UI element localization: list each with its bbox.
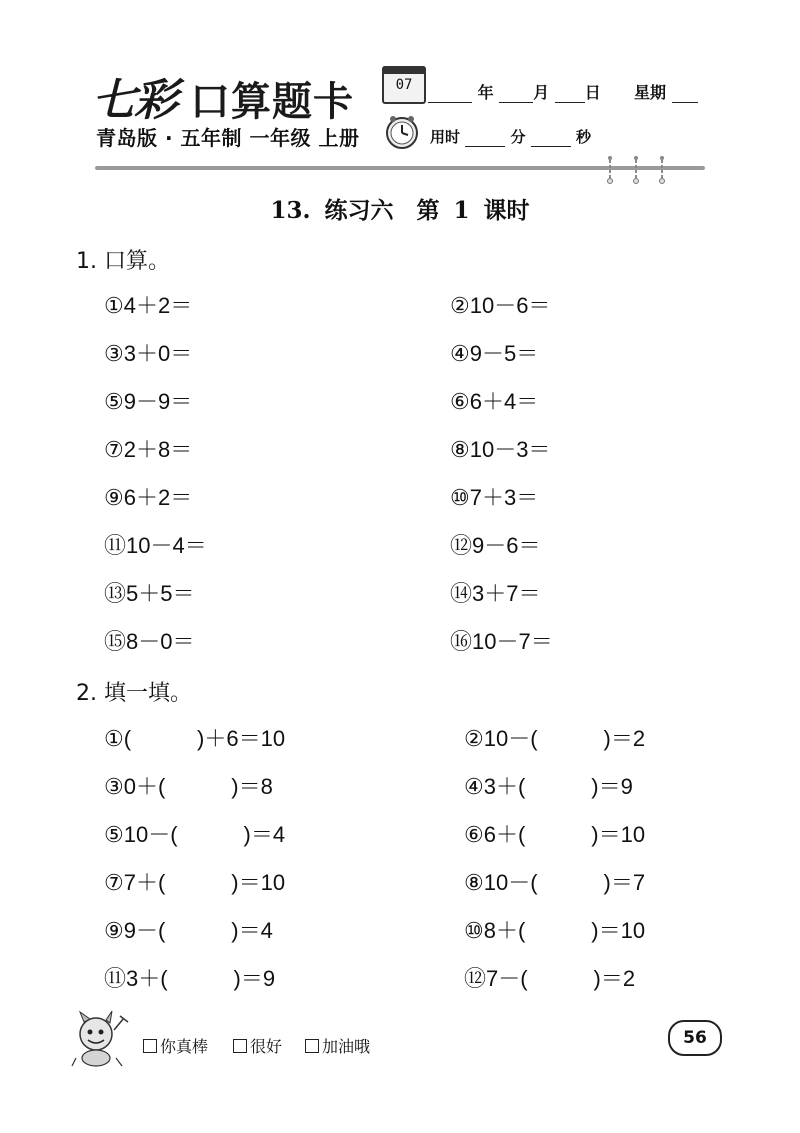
fill-item[interactable]: ③0＋( )＝8 (104, 774, 273, 799)
calc-item: ⑪10－4＝ (104, 533, 207, 558)
fill-item[interactable]: ⑧10－( )＝7 (464, 870, 646, 895)
checkbox-icon[interactable] (143, 1039, 157, 1053)
calc-item: ⑧10－3＝ (450, 437, 551, 462)
calc-item: ⑯10－7＝ (450, 629, 553, 654)
binder-pin-icon (659, 156, 665, 184)
calc-item: ⑭3＋7＝ (450, 581, 541, 606)
calc-item: ②10－6＝ (450, 293, 551, 318)
calc-item: ⑨6＋2＝ (104, 485, 193, 510)
checkbox-icon[interactable] (305, 1039, 319, 1053)
binder-pin-icon (633, 156, 639, 184)
calc-item: ⑫9－6＝ (450, 533, 541, 558)
fill-item[interactable]: ②10－( )＝2 (464, 726, 646, 751)
time-fields (430, 126, 591, 147)
day-label: 日 (584, 83, 601, 102)
fill-item[interactable]: ⑦7＋( )＝10 (104, 870, 286, 895)
lesson-title: 13. 练习六 第 1 课时 (270, 197, 530, 224)
header-divider (95, 166, 705, 170)
clock-icon (384, 114, 420, 150)
month-label: 月 (533, 83, 550, 102)
fill-item[interactable]: ⑥6＋( )＝10 (464, 822, 646, 847)
brand-logo-qicai: 七彩 (92, 75, 176, 126)
checkbox-icon[interactable] (233, 1039, 247, 1053)
brand-title: 口算题卡 (190, 79, 354, 125)
fill-item[interactable]: ⑤10－( )＝4 (104, 822, 286, 847)
edition-subtitle: 青岛版 · 五年制 一年级 上册 (96, 126, 360, 150)
eval-option-good[interactable] (233, 1034, 282, 1057)
seconds-blank[interactable] (531, 130, 571, 147)
year-blank[interactable] (428, 86, 472, 103)
eval-option-keep-going[interactable] (305, 1034, 370, 1057)
page-number: 56 (668, 1020, 722, 1056)
weekday-blank[interactable] (672, 86, 698, 103)
eval-label: 加油哦 (322, 1037, 371, 1056)
binder-pin-icon (607, 156, 613, 184)
calendar-number: 07 (395, 77, 413, 93)
year-label: 年 (477, 83, 494, 102)
section2-title: 2. 填一填。 (76, 681, 192, 706)
minutes-label: 分 (510, 128, 526, 146)
calc-item: ①4＋2＝ (104, 293, 193, 318)
calc-item: ③3＋0＝ (104, 341, 193, 366)
calc-item: ⑦2＋8＝ (104, 437, 193, 462)
calc-item: ⑥6＋4＝ (450, 389, 539, 414)
eval-label: 你真棒 (160, 1037, 209, 1056)
time-label: 用时 (430, 128, 461, 146)
fill-item[interactable]: ①( )＋6＝10 (104, 726, 286, 751)
calc-item: ⑮8－0＝ (104, 629, 195, 654)
fill-item[interactable]: ⑪3＋( )＝9 (104, 966, 276, 991)
calc-item: ⑩7＋3＝ (450, 485, 539, 510)
calc-item: ⑤9－9＝ (104, 389, 193, 414)
seconds-label: 秒 (575, 128, 591, 146)
section1-title: 1. 口算。 (76, 249, 170, 274)
eval-label: 很好 (250, 1037, 283, 1056)
day-blank[interactable] (555, 86, 585, 103)
fill-item[interactable]: ④3＋( )＝9 (464, 774, 633, 799)
fill-item[interactable]: ⑨9－( )＝4 (104, 918, 273, 943)
mascot-icon (68, 1008, 134, 1068)
calc-item: ④9－5＝ (450, 341, 539, 366)
calendar-icon (382, 66, 426, 104)
eval-option-great[interactable] (143, 1034, 208, 1057)
fill-item[interactable]: ⑩8＋( )＝10 (464, 918, 646, 943)
month-blank[interactable] (499, 86, 533, 103)
calc-item: ⑬5＋5＝ (104, 581, 195, 606)
date-fields (428, 80, 698, 103)
fill-item[interactable]: ⑫7－( )＝2 (464, 966, 636, 991)
minutes-blank[interactable] (465, 130, 505, 147)
weekday-label: 星期 (633, 83, 666, 102)
